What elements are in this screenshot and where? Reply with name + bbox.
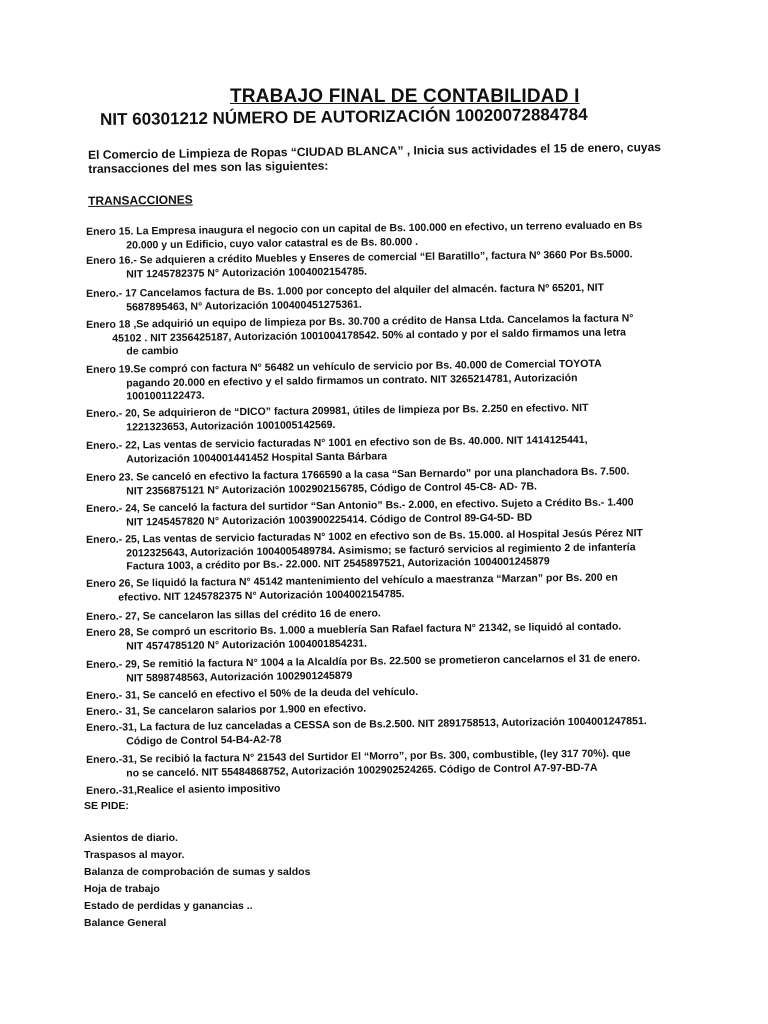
transaction-line: Enero 28, Se compró un escritorio Bs. 1.000 a mueblería San Rafael factura N° 21342, se liquidó al contado. (86, 620, 622, 639)
transaction-item (86, 280, 726, 315)
transaction-line: efectivo. NIT 1245782375 N° Autorización 1004002154785. (118, 587, 405, 604)
transaction-line: 5687895463, N° Autorización 100400451275361. (126, 298, 362, 314)
transaction-line: Enero.- 17 Cancelamos factura de Bs. 1.000 por concepto del alquiler del almacén. factura Nº 65201, NIT (86, 281, 605, 300)
transaction-item (86, 464, 726, 499)
transaction-line: NIT 2356875121 N° Autorización 1002902156785, Código de Control 45-C8- AD- 7B. (126, 479, 538, 498)
transaction-item (86, 247, 726, 282)
transaction-line: Enero.- 24, Se canceló la factura del surtidor “San Antonio” Bs.- 2.000, en efectivo. Sujeto a Crédito Bs.- 1.400 (86, 496, 634, 515)
requirement-item: Balance General (84, 917, 167, 929)
transaction-line: Enero.- 22, Las ventas de servicio facturadas N° 1001 en efectivo son de Bs. 40.000. NIT 1414125441, (86, 433, 588, 452)
transaction-line: Enero.-31,Realice el asiento impositivo (86, 782, 281, 797)
requirement-item: Hoja de trabajo (84, 883, 160, 895)
transaction-item (86, 714, 726, 749)
transaction-line: Enero 19.Se compró con factura N° 56482 un vehículo de servicio por Bs. 40.000 de Comercial TOYOTA (86, 357, 602, 376)
transaction-line: NIT 1245782375 N° Autorización 1004002154785. (126, 265, 368, 281)
transaction-item (86, 619, 726, 654)
requirement-item: Traspasos al mayor. (84, 849, 185, 861)
transaction-line: Enero.- 31, Se cancelaron salarios por 1.900 en efectivo. (86, 702, 367, 718)
requirement-item: Balanza de comprobación de sumas y saldos (84, 866, 311, 878)
requirement-item: Asientos de diario. (84, 832, 178, 844)
transaction-line: NIT 1245457820 N° Autorización 1003900225414. Código de Control 89-G4-5D- BD (126, 511, 533, 529)
transaction-line: 2012325643, Autorización 1004005489784. Asimismo; se facturó servicios al regimiento 2 de infantería (126, 540, 636, 560)
transaction-line: Enero.- 27, Se cancelaron las sillas del crédito 16 de enero. (86, 607, 381, 623)
transaction-line: Enero 16.- Se adquieren a crédito Muebles y Enseres de comercial “El Baratillo”, factura Nº 3660 Por Bs.5000. (86, 248, 633, 267)
transaction-line: Enero.- 31, Se canceló en efectivo el 50% de la deuda del vehículo. (86, 685, 419, 702)
transaction-item (86, 356, 726, 404)
transaction-line: Autorización 1004001441452 Hospital Santa Bárbara (126, 449, 388, 466)
transaction-line: Enero.- 25, Las ventas de servicio facturadas N° 1002 en efectivo son de Bs. 15.000. al Hospital Jesús Pérez NIT (86, 527, 643, 546)
requirement-item: Estado de perdidas y ganancias .. (84, 900, 253, 912)
transaction-line: no se canceló. NIT 55484868752, Autorización 1002902524265. Código de Control A7-97-BD-7A (126, 761, 598, 780)
transaction-line: Enero.- 20, Se adquirieron de “DICO” factura 209981, útiles de limpieza por Bs. 2.250 en efectivo. NIT (86, 401, 589, 420)
transaction-line: Enero.-31, Se recibió la factura N° 21543 del Surtidor El “Morro”, por Bs. 300, combustible, (ley 317 70%). que (86, 747, 631, 766)
document-title: TRABAJO FINAL DE CONTABILIDAD I (230, 86, 580, 107)
intro-paragraph: El Comercio de Limpieza de Ropas “CIUDAD BLANCA” , Inicia sus actividades el 15 de enero, cuyas transacciones del mes son las siguientes: (88, 140, 661, 176)
transaction-line: Enero 18 ,Se adquirió un equipo de limpieza por Bs. 30.700 a crédito de Hansa Ltda. Cancelamos la factura N° (86, 312, 634, 331)
transaction-line: NIT 5898748563, Autorización 1002901245879 (126, 669, 353, 685)
transaction-item (86, 432, 726, 467)
transaction-line: Enero 23. Se canceló en efectivo la factura 1766590 a la casa “San Bernardo” por una planchadora Bs. 7.500. (86, 465, 630, 484)
transaction-line: 1221323653, Autorización 1001005142569. (126, 418, 336, 434)
transaction-item (86, 526, 726, 574)
requirements-list (84, 830, 310, 932)
transaction-item (86, 570, 726, 605)
requirements-label: SE PIDE: (84, 800, 129, 812)
transaction-line: Enero.-31, La factura de luz canceladas a CESSA son de Bs.2.500. NIT 2891758513, Autorización 1004001247851. (86, 715, 647, 734)
transaction-item (86, 495, 726, 530)
transaction-item (86, 746, 726, 781)
transaction-line: Código de Control 54-B4-A2-78 (126, 733, 282, 748)
transaction-line: 20.000 y un Edificio, cuyo valor catastral es de Bs. 80.000 . (126, 235, 419, 252)
transaction-line: Enero 15. La Empresa inaugura el negocio con un capital de Bs. 100.000 en efectivo, un terreno evaluado en Bs (86, 219, 643, 238)
transaction-line: Enero 26, Se liquidó la factura N° 45142 mantenimiento del vehículo a maestranza “Marzan” por Bs. 200 en (86, 571, 618, 590)
transaction-line: 1001001122473. (126, 389, 205, 403)
transaction-item (86, 651, 726, 686)
transactions-heading: TRANSACCIONES (88, 192, 193, 208)
transaction-item (86, 311, 726, 359)
transaction-line: de cambio (126, 344, 179, 358)
transaction-line: NIT 4574785120 N° Autorización 1004001854231. (126, 637, 368, 653)
transaction-line: Enero.- 29, Se remitió la factura N° 1004 a la Alcaldía por Bs. 22.500 se prometieron cancelarnos el 31 de enero. (86, 652, 641, 671)
transaction-item (86, 400, 726, 435)
transaction-line: pagando 20.000 en efectivo y el saldo firmamos un contrato. NIT 3265214781, Autorización (126, 371, 578, 390)
transaction-line: 45102 . NIT 2356425187, Autorización 1001004178542. 50% al contado y por el saldo firmamos una letra (112, 325, 627, 345)
transaction-item (86, 777, 726, 798)
document-subtitle: NIT 60301212 NÚMERO DE AUTORIZACIÓN 10020072884784 (100, 104, 588, 129)
transaction-line: Factura 1003, a crédito por Bs.- 22.000. NIT 2545897521, Autorización 1004001245879 (126, 555, 550, 573)
